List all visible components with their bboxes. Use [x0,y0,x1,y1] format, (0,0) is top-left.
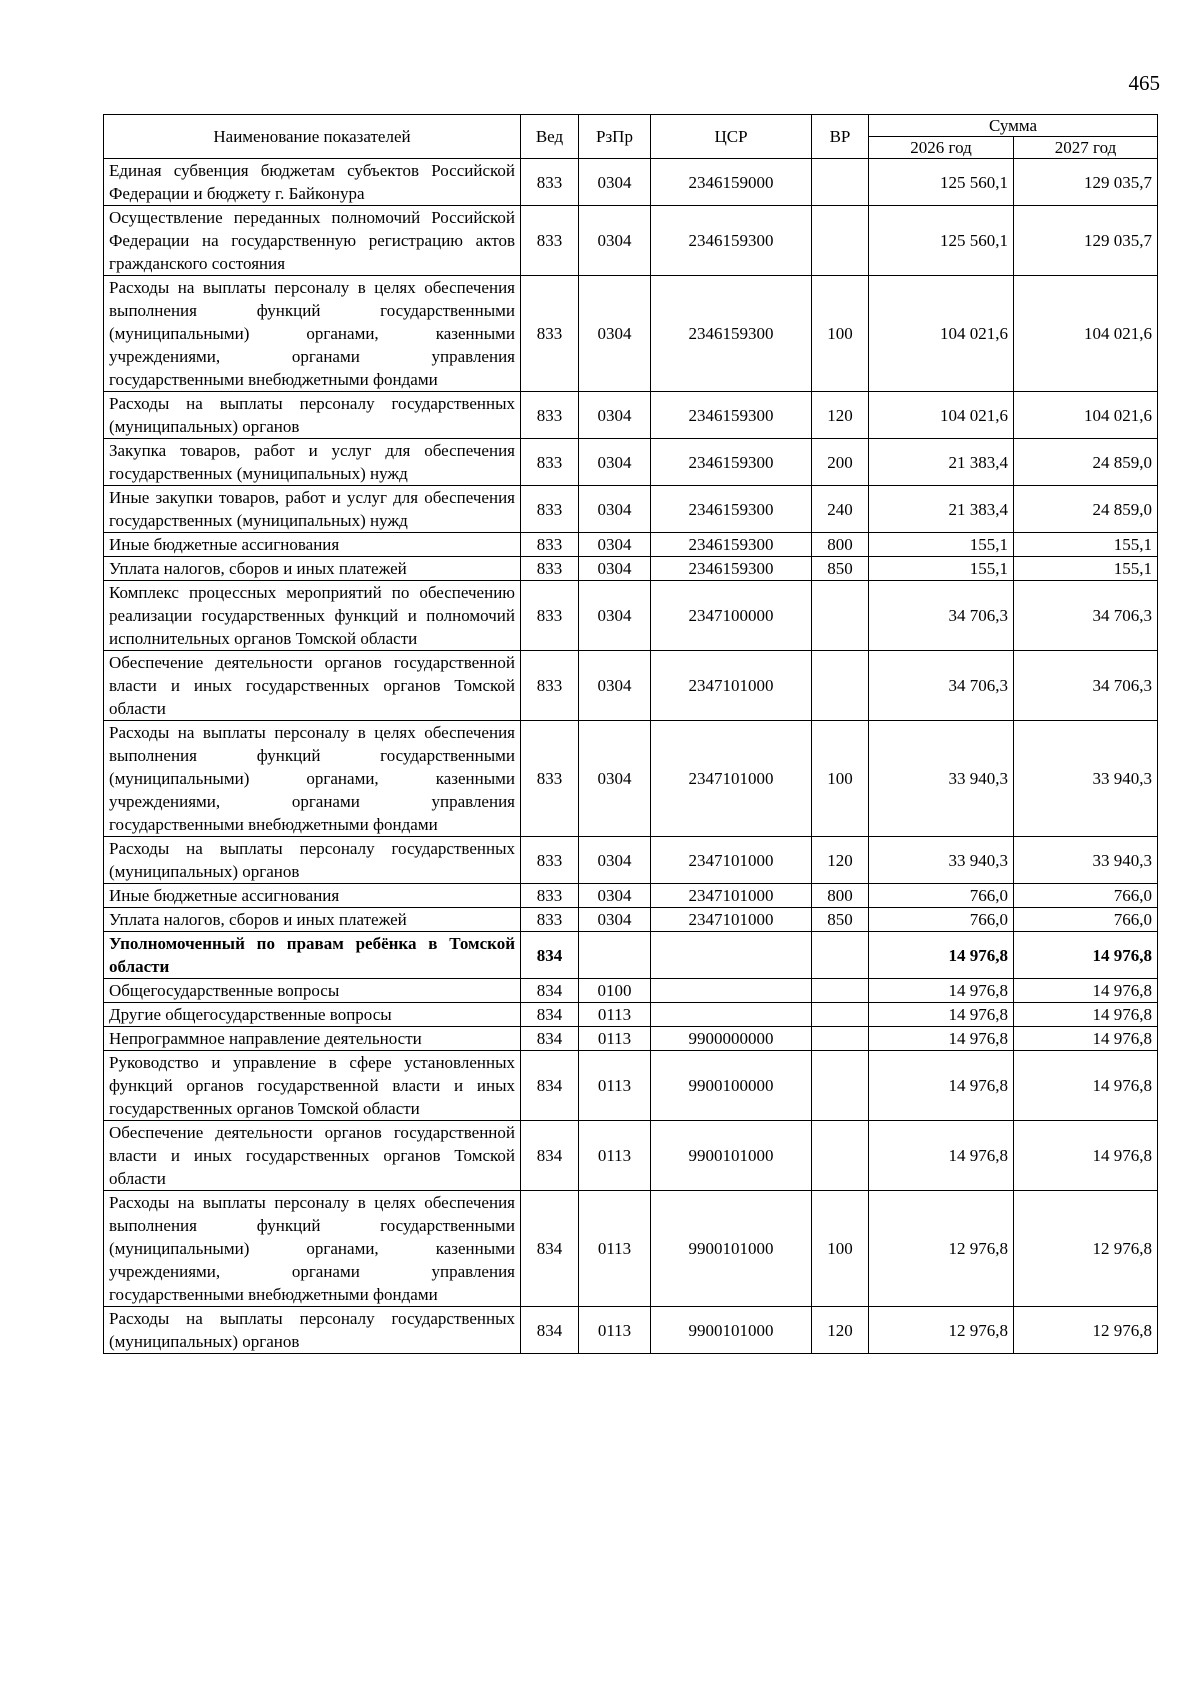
row-vr [812,651,869,721]
row-ved: 833 [521,533,579,557]
row-amount-2027: 14 976,8 [1014,1121,1158,1191]
row-vr [812,1003,869,1027]
budget-table [103,114,1158,1354]
row-rzpr: 0304 [579,721,651,837]
row-csr: 2347100000 [651,581,812,651]
row-amount-2026: 12 976,8 [869,1307,1014,1354]
row-rzpr: 0113 [579,1027,651,1051]
table-row [104,557,1158,581]
row-vr: 120 [812,1307,869,1354]
row-ved: 833 [521,651,579,721]
row-amount-2026: 104 021,6 [869,392,1014,439]
row-ved: 833 [521,721,579,837]
row-amount-2026: 14 976,8 [869,979,1014,1003]
header-csr: ЦСР [651,115,812,159]
row-name: Единая субвенция бюджетам субъектов Российской Федерации и бюджету г. Байконура [104,159,521,206]
row-ved: 833 [521,392,579,439]
row-rzpr: 0304 [579,581,651,651]
row-vr [812,159,869,206]
header-sum: Сумма [869,115,1158,137]
row-csr: 9900100000 [651,1051,812,1121]
row-rzpr: 0304 [579,439,651,486]
row-name: Расходы на выплаты персоналу государственных (муниципальных) органов [104,837,521,884]
row-amount-2026: 14 976,8 [869,932,1014,979]
row-name: Другие общегосударственные вопросы [104,1003,521,1027]
row-amount-2026: 155,1 [869,557,1014,581]
row-name: Уплата налогов, сборов и иных платежей [104,908,521,932]
row-amount-2026: 14 976,8 [869,1121,1014,1191]
page-number: 465 [1128,71,1160,95]
table-row [104,1121,1158,1191]
row-vr: 120 [812,837,869,884]
row-csr: 2346159300 [651,276,812,392]
row-csr [651,932,812,979]
row-csr: 2346159300 [651,206,812,276]
row-ved: 834 [521,979,579,1003]
row-csr: 9900000000 [651,1027,812,1051]
row-rzpr: 0304 [579,837,651,884]
row-vr: 240 [812,486,869,533]
row-rzpr: 0304 [579,651,651,721]
row-rzpr: 0113 [579,1051,651,1121]
row-vr: 100 [812,1191,869,1307]
row-ved: 833 [521,837,579,884]
row-ved: 833 [521,557,579,581]
header-2027: 2027 год [1014,137,1158,159]
row-rzpr: 0304 [579,908,651,932]
row-rzpr: 0113 [579,1307,651,1354]
row-vr [812,932,869,979]
row-csr: 2346159300 [651,533,812,557]
row-csr: 2347101000 [651,721,812,837]
row-name: Расходы на выплаты персоналу в целях обеспечения выполнения функций государственными (муниципальными) органами, казенными учреждениями, органами управления государственными внебюджетными фондами [104,721,521,837]
row-amount-2026: 104 021,6 [869,276,1014,392]
row-vr: 850 [812,908,869,932]
row-csr: 9900101000 [651,1307,812,1354]
row-amount-2026: 766,0 [869,908,1014,932]
row-ved: 834 [521,1027,579,1051]
row-rzpr: 0304 [579,533,651,557]
row-amount-2026: 34 706,3 [869,651,1014,721]
row-amount-2026: 34 706,3 [869,581,1014,651]
row-rzpr: 0304 [579,276,651,392]
row-name: Расходы на выплаты персоналу государственных (муниципальных) органов [104,1307,521,1354]
table-row [104,837,1158,884]
row-amount-2026: 125 560,1 [869,206,1014,276]
header-ved: Вед [521,115,579,159]
row-rzpr: 0304 [579,884,651,908]
row-vr [812,1121,869,1191]
row-amount-2027: 129 035,7 [1014,206,1158,276]
row-csr: 2347101000 [651,908,812,932]
row-vr [812,581,869,651]
row-rzpr: 0100 [579,979,651,1003]
row-amount-2027: 24 859,0 [1014,486,1158,533]
row-rzpr: 0113 [579,1191,651,1307]
row-amount-2027: 33 940,3 [1014,721,1158,837]
table-row [104,884,1158,908]
row-ved: 834 [521,1121,579,1191]
row-amount-2026: 33 940,3 [869,721,1014,837]
row-amount-2027: 12 976,8 [1014,1307,1158,1354]
row-rzpr: 0304 [579,557,651,581]
header-name: Наименование показателей [104,115,521,159]
row-name: Обеспечение деятельности органов государственной власти и иных государственных органов Томской области [104,1121,521,1191]
row-amount-2027: 155,1 [1014,557,1158,581]
row-rzpr: 0113 [579,1003,651,1027]
row-name: Расходы на выплаты персоналу государственных (муниципальных) органов [104,392,521,439]
row-vr: 120 [812,392,869,439]
row-amount-2027: 14 976,8 [1014,932,1158,979]
row-ved: 834 [521,1191,579,1307]
row-amount-2027: 33 940,3 [1014,837,1158,884]
row-ved: 833 [521,908,579,932]
table-row [104,581,1158,651]
row-amount-2027: 14 976,8 [1014,1003,1158,1027]
row-ved: 833 [521,206,579,276]
table-row [104,206,1158,276]
row-name: Закупка товаров, работ и услуг для обеспечения государственных (муниципальных) нужд [104,439,521,486]
row-ved: 833 [521,884,579,908]
table-row [104,1191,1158,1307]
row-amount-2027: 104 021,6 [1014,276,1158,392]
row-name: Иные бюджетные ассигнования [104,884,521,908]
row-amount-2026: 155,1 [869,533,1014,557]
row-ved: 833 [521,439,579,486]
row-vr [812,1051,869,1121]
row-csr [651,979,812,1003]
row-name: Иные бюджетные ассигнования [104,533,521,557]
row-name: Иные закупки товаров, работ и услуг для обеспечения государственных (муниципальных) нужд [104,486,521,533]
table-row [104,486,1158,533]
row-rzpr: 0304 [579,486,651,533]
row-name: Непрограммное направление деятельности [104,1027,521,1051]
row-vr: 200 [812,439,869,486]
row-amount-2027: 14 976,8 [1014,979,1158,1003]
row-amount-2026: 21 383,4 [869,486,1014,533]
row-ved: 834 [521,1307,579,1354]
row-name: Руководство и управление в сфере установленных функций органов государственной власти и иных государственных органов Томской области [104,1051,521,1121]
row-name: Комплекс процессных мероприятий по обеспечению реализации государственных функций и полномочий исполнительных органов Томской области [104,581,521,651]
row-rzpr [579,932,651,979]
row-rzpr: 0113 [579,1121,651,1191]
row-name: Осуществление переданных полномочий Российской Федерации на государственную регистрацию актов гражданского состояния [104,206,521,276]
row-csr: 9900101000 [651,1191,812,1307]
table-row [104,721,1158,837]
row-vr [812,206,869,276]
row-csr: 2346159300 [651,439,812,486]
row-amount-2027: 129 035,7 [1014,159,1158,206]
row-amount-2026: 14 976,8 [869,1051,1014,1121]
table-row [104,1027,1158,1051]
table-body [104,159,1158,1354]
header-rzpr: РзПр [579,115,651,159]
table-row [104,439,1158,486]
row-amount-2026: 766,0 [869,884,1014,908]
row-ved: 833 [521,486,579,533]
row-vr: 800 [812,533,869,557]
row-csr: 2347101000 [651,651,812,721]
row-vr [812,1027,869,1051]
row-name: Расходы на выплаты персоналу в целях обеспечения выполнения функций государственными (муниципальными) органами, казенными учреждениями, органами управления государственными внебюджетными фондами [104,1191,521,1307]
row-csr: 2347101000 [651,884,812,908]
row-amount-2027: 766,0 [1014,884,1158,908]
header-vr: ВР [812,115,869,159]
row-amount-2026: 33 940,3 [869,837,1014,884]
row-csr: 2346159300 [651,557,812,581]
row-amount-2026: 14 976,8 [869,1027,1014,1051]
row-csr: 2347101000 [651,837,812,884]
row-amount-2026: 125 560,1 [869,159,1014,206]
row-amount-2027: 34 706,3 [1014,581,1158,651]
row-amount-2027: 34 706,3 [1014,651,1158,721]
row-amount-2026: 14 976,8 [869,1003,1014,1027]
row-vr: 850 [812,557,869,581]
row-amount-2027: 155,1 [1014,533,1158,557]
row-amount-2027: 104 021,6 [1014,392,1158,439]
row-rzpr: 0304 [579,392,651,439]
row-vr [812,979,869,1003]
row-ved: 834 [521,932,579,979]
row-vr: 100 [812,721,869,837]
row-ved: 833 [521,159,579,206]
row-csr: 2346159300 [651,486,812,533]
row-ved: 833 [521,276,579,392]
table-row [104,908,1158,932]
row-ved: 833 [521,581,579,651]
row-name: Уполномоченный по правам ребёнка в Томской области [104,932,521,979]
row-amount-2027: 14 976,8 [1014,1051,1158,1121]
row-rzpr: 0304 [579,159,651,206]
table-row [104,1307,1158,1354]
row-amount-2027: 24 859,0 [1014,439,1158,486]
row-ved: 834 [521,1003,579,1027]
row-amount-2027: 14 976,8 [1014,1027,1158,1051]
row-csr [651,1003,812,1027]
row-amount-2026: 12 976,8 [869,1191,1014,1307]
row-amount-2026: 21 383,4 [869,439,1014,486]
table-row [104,159,1158,206]
table-row [104,979,1158,1003]
row-csr: 9900101000 [651,1121,812,1191]
header-2026: 2026 год [869,137,1014,159]
row-name: Уплата налогов, сборов и иных платежей [104,557,521,581]
table-row [104,1051,1158,1121]
row-ved: 834 [521,1051,579,1121]
row-vr: 100 [812,276,869,392]
table-header [104,115,1158,159]
table-row [104,651,1158,721]
table-row [104,932,1158,979]
row-amount-2027: 12 976,8 [1014,1191,1158,1307]
row-csr: 2346159300 [651,392,812,439]
table-row [104,276,1158,392]
table-row [104,1003,1158,1027]
row-name: Общегосударственные вопросы [104,979,521,1003]
row-vr: 800 [812,884,869,908]
row-name: Обеспечение деятельности органов государственной власти и иных государственных органов Томской области [104,651,521,721]
table-row [104,392,1158,439]
row-csr: 2346159000 [651,159,812,206]
row-rzpr: 0304 [579,206,651,276]
row-amount-2027: 766,0 [1014,908,1158,932]
table-row [104,533,1158,557]
row-name: Расходы на выплаты персоналу в целях обеспечения выполнения функций государственными (муниципальными) органами, казенными учреждениями, органами управления государственными внебюджетными фондами [104,276,521,392]
